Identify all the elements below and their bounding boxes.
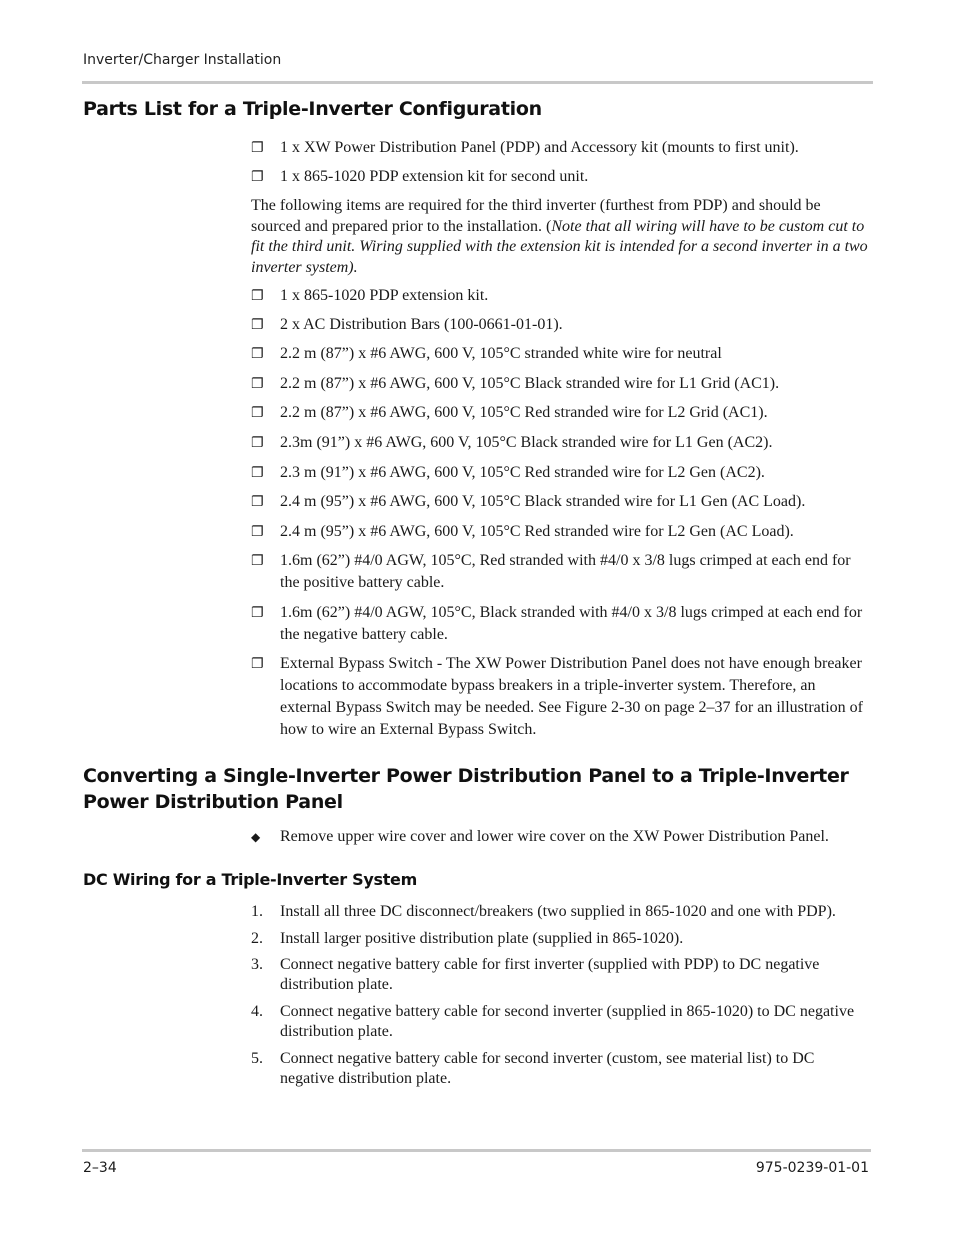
checkbox-bullet-icon: ❐ [251, 317, 264, 333]
list-item: ❐ 1.6m (62”) #4/0 AGW, 105°C, Black stranded with #4/0 x 3/8 lugs crimped at each end for the negative battery cable. [251, 604, 863, 643]
list-item: ❐ 2.2 m (87”) x #6 AWG, 600 V, 105°C Black stranded wire for L1 Grid (AC1). [251, 373, 871, 395]
list-item: ❐ 1 x XW Power Distribution Panel (PDP) and Accessory kit (mounts to first unit). [251, 137, 871, 159]
step-number: 5. [251, 1050, 263, 1067]
step-number: 1. [251, 903, 263, 920]
section-title-dc-wiring: DC Wiring for a Triple-Inverter System [83, 870, 417, 889]
list-item: ❐ 2.2 m (87”) x #6 AWG, 600 V, 105°C Red stranded wire for L2 Grid (AC1). [251, 402, 871, 424]
checkbox-bullet-icon: ❐ [251, 494, 264, 510]
page-number: 2–34 [83, 1160, 117, 1176]
numbered-step: 4. Connect negative battery cable for second inverter (supplied in 865-1020) to DC negative distribution plate. [251, 1003, 855, 1040]
intro-paragraph: The following items are required for the third inverter (furthest from PDP) and should be sourced and prepared prior to the installation. (Note that all wiring will have to be custom cut to fit the third unit. Wiring supplied with the extension kit is intended for a second inverter in a two inverter system). [251, 197, 868, 276]
list-item: ❐ 2.3 m (91”) x #6 AWG, 600 V, 105°C Red stranded wire for L2 Gen (AC2). [251, 462, 871, 484]
footer-rule [82, 1149, 871, 1152]
checkbox-bullet-icon: ❐ [251, 465, 264, 481]
numbered-step: 3. Connect negative battery cable for first inverter (supplied with PDP) to DC negative distribution plate. [251, 956, 820, 993]
numbered-step: 5. Connect negative battery cable for second inverter (custom, see material list) to DC negative distribution plate. [251, 1050, 815, 1087]
list-item: ❐ External Bypass Switch - The XW Power Distribution Panel does not have enough breaker locations to accommodate bypass breakers in a triple-inverter system. Therefore, an external Bypass Switch may be needed. See Figure 2-30 on page 2–37 for an illustration of how to wire an External Bypass Switch. [251, 655, 863, 738]
checkbox-bullet-icon: ❐ [251, 376, 264, 392]
checkbox-bullet-icon: ❐ [251, 605, 264, 621]
diamond-bullet-icon: ◆ [251, 830, 261, 844]
list-item: ❐ 2.2 m (87”) x #6 AWG, 600 V, 105°C stranded white wire for neutral [251, 343, 871, 365]
list-item: ❐ 2.4 m (95”) x #6 AWG, 600 V, 105°C Black stranded wire for L1 Gen (AC Load). [251, 491, 871, 513]
section-title-converting: Converting a Single-Inverter Power Distribution Panel to a Triple-Inverter Power Distribution Panel [83, 765, 849, 813]
running-header: Inverter/Charger Installation [83, 52, 282, 68]
checkbox-bullet-icon: ❐ [251, 435, 264, 451]
step-number: 2. [251, 930, 263, 947]
numbered-step: 1. Install all three DC disconnect/breakers (two supplied in 865-1020 and one with PDP). [251, 903, 836, 920]
checkbox-bullet-icon: ❐ [251, 140, 264, 156]
list-item: ❐ 1 x 865-1020 PDP extension kit for second unit. [251, 166, 871, 188]
list-item: ❐ 2 x AC Distribution Bars (100-0661-01-01). [251, 314, 871, 336]
intro-note: Note that all wiring will have to be custom cut to fit the third unit. Wiring supplied with the extension kit is intended for a second inverter in a two inverter system). [251, 217, 868, 276]
checkbox-bullet-icon: ❐ [251, 524, 264, 540]
list-item: ❐ 1 x 865-1020 PDP extension kit. [251, 285, 871, 307]
checkbox-bullet-icon: ❐ [251, 553, 264, 569]
document-number: 975-0239-01-01 [755, 1160, 869, 1176]
checkbox-bullet-icon: ❐ [251, 288, 264, 304]
step-number: 4. [251, 1003, 263, 1020]
checkbox-bullet-icon: ❐ [251, 656, 264, 672]
numbered-step: 2. Install larger positive distribution plate (supplied in 865-1020). [251, 930, 684, 947]
checkbox-bullet-icon: ❐ [251, 169, 264, 185]
step-number: 3. [251, 956, 263, 973]
list-item: ❐ 2.3m (91”) x #6 AWG, 600 V, 105°C Black stranded wire for L1 Gen (AC2). [251, 432, 871, 454]
list-item: ◆ Remove upper wire cover and lower wire cover on the XW Power Distribution Panel. [251, 826, 871, 848]
list-item: ❐ 1.6m (62”) #4/0 AGW, 105°C, Red stranded with #4/0 x 3/8 lugs crimped at each end for the positive battery cable. [251, 552, 851, 591]
header-rule [82, 81, 873, 84]
section-title-parts-list: Parts List for a Triple-Inverter Configuration [83, 98, 542, 120]
checkbox-bullet-icon: ❐ [251, 405, 264, 421]
checkbox-bullet-icon: ❐ [251, 346, 264, 362]
list-item: ❐ 2.4 m (95”) x #6 AWG, 600 V, 105°C Red stranded wire for L2 Gen (AC Load). [251, 521, 871, 543]
